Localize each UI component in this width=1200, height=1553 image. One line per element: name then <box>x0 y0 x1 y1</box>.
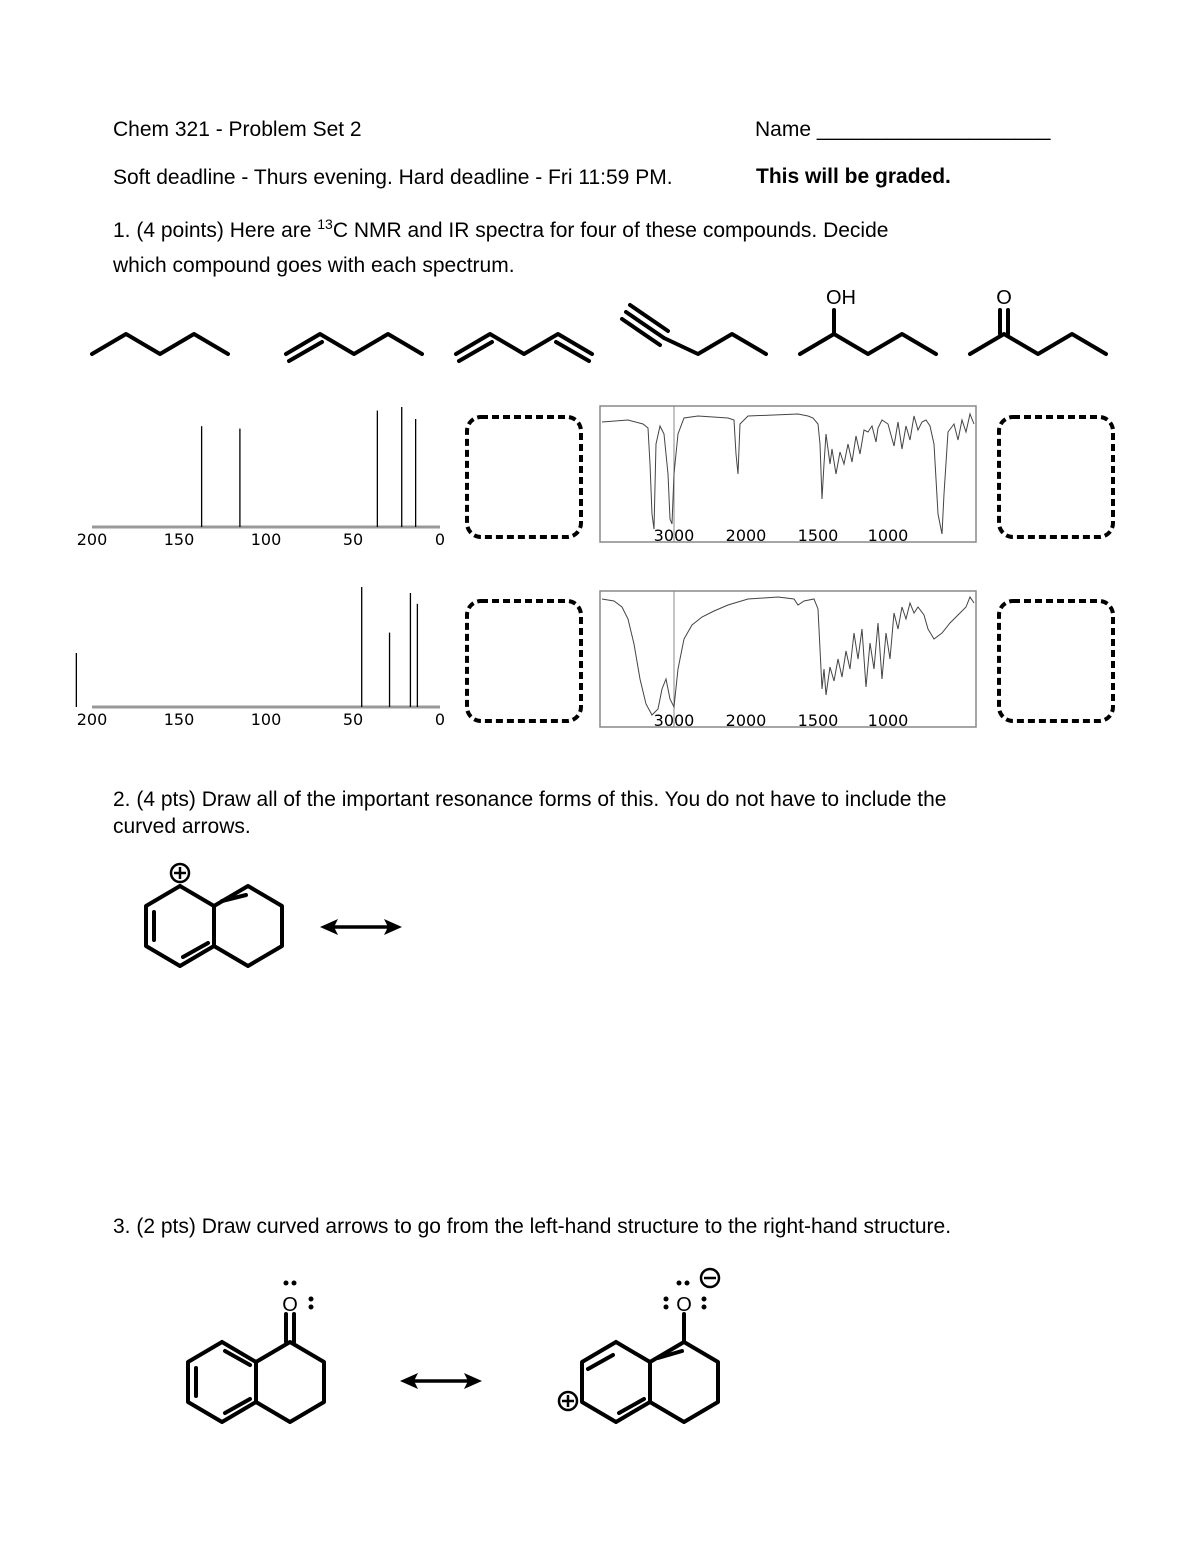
pentanone-structure <box>970 310 1106 354</box>
q1-prefix: 1. (4 points) Here are <box>113 219 318 242</box>
deadline-text: Soft deadline - Thurs evening. Hard deadline - Fri 11:59 PM. <box>113 166 673 189</box>
ir1-tick-label: 1000 <box>867 526 909 545</box>
q3-ketone-structure <box>180 1270 380 1440</box>
ir2-tick-label: 1500 <box>797 711 839 730</box>
oh-label: OH <box>826 287 856 309</box>
minus-charge-icon <box>701 1269 719 1287</box>
pentane-structure <box>92 334 228 354</box>
plus-charge-icon <box>171 864 189 882</box>
ir2-trace <box>602 597 974 715</box>
nmr1-tick-label: 150 <box>163 530 195 549</box>
ketone-oxygen-label: O <box>996 287 1012 309</box>
nmr1-tick-label: 0 <box>434 530 446 549</box>
nmr1-tick-label: 200 <box>76 530 108 549</box>
ir2-tick-label: 2000 <box>725 711 767 730</box>
nmr-spectrum-1 <box>70 400 450 550</box>
answer-box-1[interactable] <box>464 414 584 540</box>
nmr2-tick-label: 0 <box>434 710 446 729</box>
ir2-tick-label: 1000 <box>867 711 909 730</box>
q1-prompt-line2: which compound goes with each spectrum. <box>113 254 515 277</box>
ir1-tick-label: 2000 <box>725 526 767 545</box>
answer-box-3[interactable] <box>464 598 584 724</box>
nmr1-tick-label: 50 <box>342 530 364 549</box>
graded-note: This will be graded. <box>756 165 951 188</box>
pentadiene-structure <box>456 334 592 361</box>
nmr-spectrum-2 <box>70 580 450 730</box>
ir-spectrum-1 <box>598 404 978 544</box>
q3-right-oxygen: O <box>676 1294 692 1316</box>
ir1-tick-label: 3000 <box>653 526 695 545</box>
q3-resonance-arrow-icon <box>398 1366 498 1396</box>
nmr2-tick-label: 50 <box>342 710 364 729</box>
ir1-trace <box>602 414 974 534</box>
page-title: Chem 321 - Problem Set 2 <box>113 118 362 141</box>
answer-box-2[interactable] <box>996 414 1116 540</box>
nmr2-tick-label: 150 <box>163 710 195 729</box>
plus-charge-icon <box>559 1392 577 1410</box>
q2-prompt-line2: curved arrows. <box>113 815 251 838</box>
q2-prompt: 2. (4 pts) Draw all of the important resonance forms of this. You do not have to include the <box>113 788 947 811</box>
name-field[interactable]: Name ____________________ <box>755 118 1051 141</box>
q1-prompt <box>113 217 888 244</box>
nmr1-tick-label: 100 <box>250 530 282 549</box>
nmr2-tick-label: 200 <box>76 710 108 729</box>
q1-rest: C NMR and IR spectra for four of these compounds. Decide <box>332 219 889 242</box>
q2-carbocation-structure <box>130 858 430 978</box>
pentene-structure <box>286 334 422 361</box>
ir-spectrum-2 <box>598 589 978 729</box>
q1-superscript: 13 <box>317 216 333 232</box>
pentyne-structure <box>622 305 766 354</box>
compounds-row <box>0 282 1200 362</box>
q3-left-oxygen: O <box>282 1294 298 1316</box>
resonance-arrow-icon <box>320 919 402 935</box>
nmr2-tick-label: 100 <box>250 710 282 729</box>
ir2-tick-label: 3000 <box>653 711 695 730</box>
answer-box-4[interactable] <box>996 598 1116 724</box>
ir1-tick-label: 1500 <box>797 526 839 545</box>
pentanol-structure <box>800 310 936 354</box>
q3-enolate-structure <box>550 1265 750 1435</box>
q3-prompt: 3. (2 pts) Draw curved arrows to go from the left-hand structure to the right-hand structure. <box>113 1215 952 1238</box>
